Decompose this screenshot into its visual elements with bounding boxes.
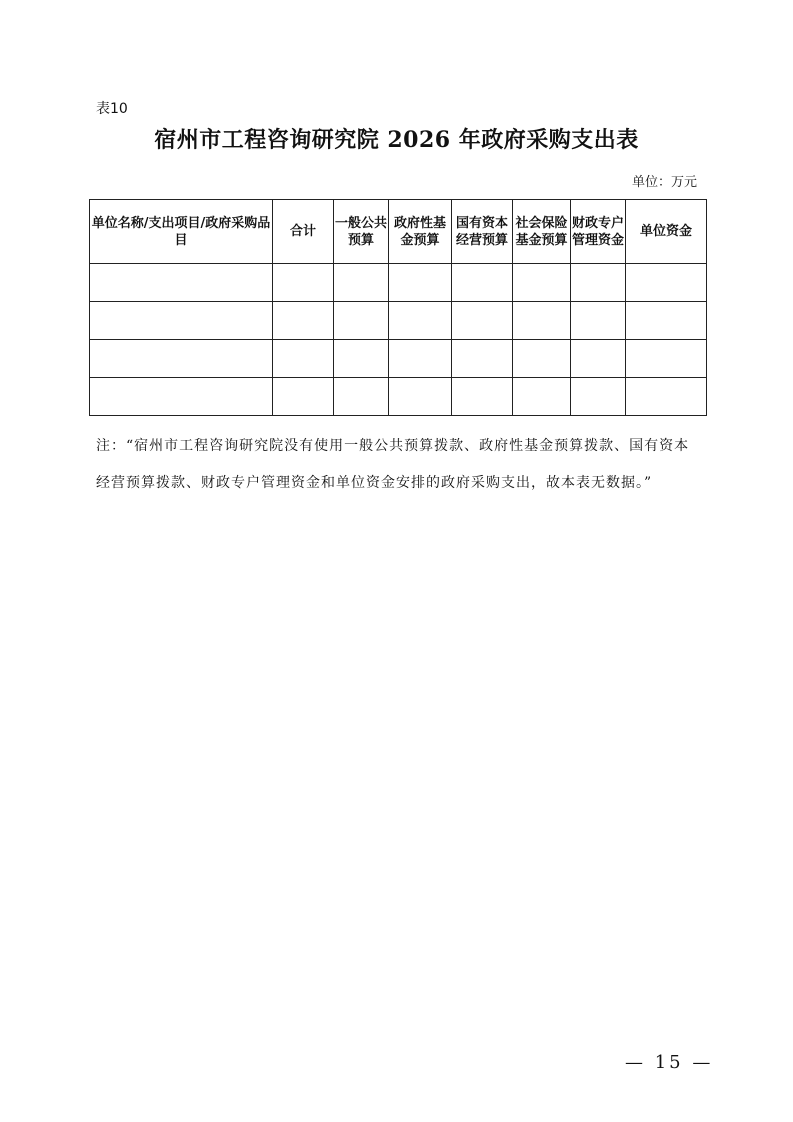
unit-label: 单位：万元 — [631, 175, 697, 190]
table-cell — [513, 302, 571, 340]
table-cell — [571, 264, 626, 302]
table-cell — [273, 340, 334, 378]
table-cell — [334, 340, 389, 378]
table-cell — [334, 302, 389, 340]
table-cell — [389, 378, 452, 416]
table-cell — [389, 264, 452, 302]
table-cell — [273, 264, 334, 302]
col-header-general-budget: 一般公共预算 — [334, 200, 389, 264]
table-row — [90, 340, 707, 378]
table-row — [90, 264, 707, 302]
table-cell — [513, 264, 571, 302]
table-cell — [452, 264, 513, 302]
note-text: 注：“宿州市工程咨询研究院没有使用一般公共预算拨款、政府性基金预算拨款、国有资本经营预算拨款、财政专户管理资金和单位资金安排的政府采购支出，故本表无数据。” — [96, 438, 690, 491]
table-cell — [571, 340, 626, 378]
procurement-table — [89, 199, 707, 416]
table-cell — [273, 302, 334, 340]
table-row — [90, 302, 707, 340]
table-cell — [626, 378, 707, 416]
table-cell — [626, 264, 707, 302]
col-header-gov-fund-budget: 政府性基金预算 — [389, 200, 452, 264]
table-cell — [90, 378, 273, 416]
col-header-unit-name: 单位名称/支出项目/政府采购品目 — [90, 200, 273, 264]
col-header-total: 合计 — [273, 200, 334, 264]
page-number: — 15 — — [625, 1052, 714, 1073]
table-cell — [389, 302, 452, 340]
table-cell — [90, 264, 273, 302]
table-cell — [334, 378, 389, 416]
col-header-state-capital-budget: 国有资本经营预算 — [452, 200, 513, 264]
col-header-special-account-funds: 财政专户管理资金 — [571, 200, 626, 264]
table-cell — [571, 378, 626, 416]
table-cell — [452, 340, 513, 378]
table-cell — [273, 378, 334, 416]
table-cell — [513, 378, 571, 416]
page-title: 宿州市工程咨询研究院 2026 年政府采购支出表 — [154, 127, 639, 153]
table-cell — [626, 340, 707, 378]
table-cell — [626, 302, 707, 340]
col-header-unit-funds: 单位资金 — [626, 200, 707, 264]
table-cell — [334, 264, 389, 302]
table-cell — [452, 378, 513, 416]
table-row — [90, 378, 707, 416]
table-label: 表10 — [96, 101, 128, 117]
col-header-social-insurance-budget: 社会保险基金预算 — [513, 200, 571, 264]
table-cell — [452, 302, 513, 340]
table-cell — [571, 302, 626, 340]
table-cell — [90, 340, 273, 378]
table-cell — [90, 302, 273, 340]
table-cell — [389, 340, 452, 378]
table-cell — [513, 340, 571, 378]
table-header-row — [90, 200, 707, 264]
